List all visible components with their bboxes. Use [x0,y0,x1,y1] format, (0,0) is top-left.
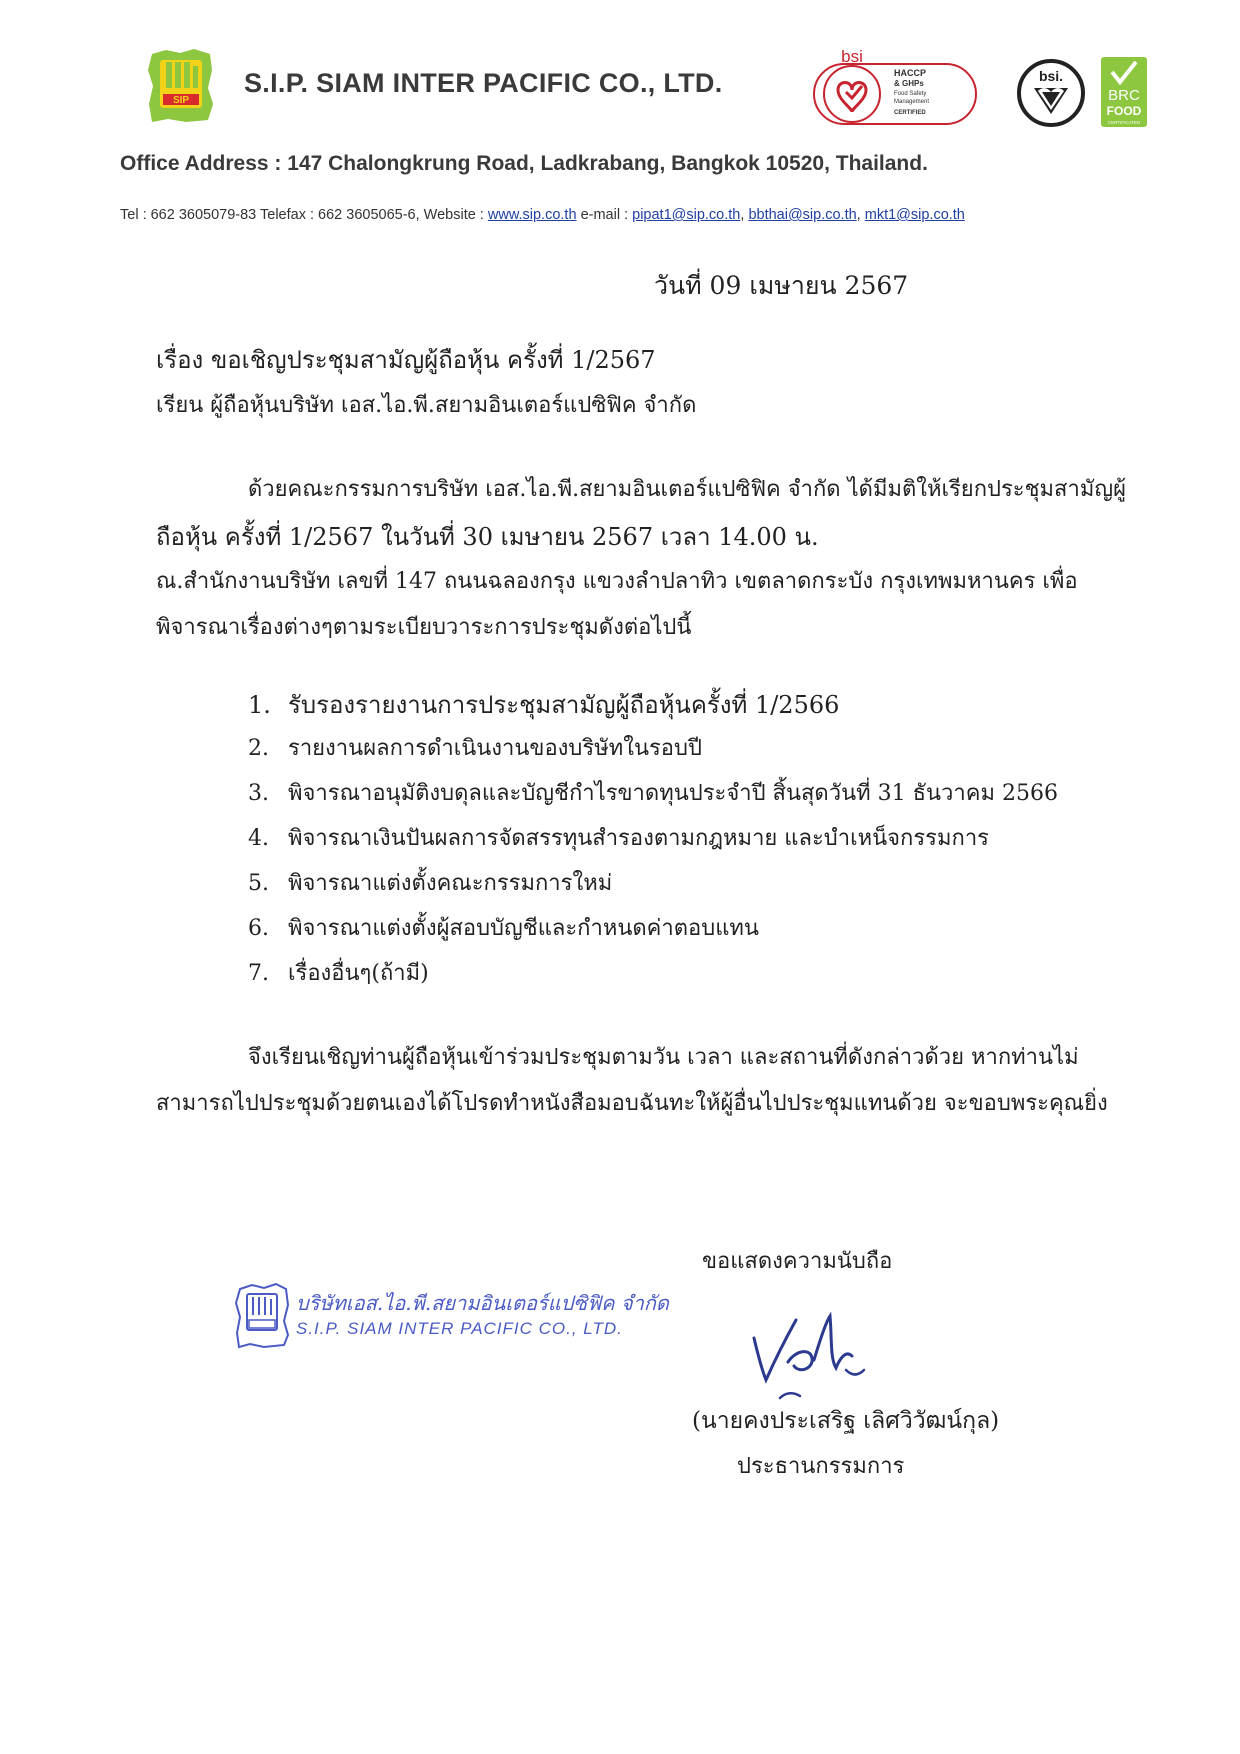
agenda-item [248,915,1058,960]
stamp-logo-icon [234,1283,290,1349]
agenda-item [248,870,1058,915]
handwritten-signature [740,1300,890,1410]
intro-line: ถือหุ้น ครั้งที่ 1/2567 ในวันที่ 30 เมษายน 2567 เวลา 14.00 น. [156,523,819,551]
haccp-line-5: CERTIFIED [894,110,926,116]
office-address: Office Address : 147 Chalongkrung Road, Ladkrabang, Bangkok 10520, Thailand. [120,152,928,175]
agenda-item [248,780,1058,825]
signer-title: ประธานกรรมการ [737,1454,905,1479]
agenda-list [248,690,1058,1005]
contact-phone-fax: Tel : 662 3605079-83 Telefax : 662 3605065-6, Website : [120,207,484,223]
agenda-item [248,735,1058,780]
stamp-thai-name: บริษัทเอส.ไอ.พี.สยามอินเตอร์แปซิฟิค จำกัด [296,1291,669,1315]
agenda-text: รับรองรายงานการประชุมสามัญผู้ถือหุ้นครั้งที่ 1/2566 [288,691,840,719]
agenda-text: พิจารณาแต่งตั้งผู้สอบบัญชีและกำหนดค่าตอบแทน [288,916,759,941]
invitation-paragraph [156,1044,1108,1136]
stamp-english-name: S.I.P. SIAM INTER PACIFIC CO., LTD. [296,1319,623,1338]
haccp-line-3: Food Safety [894,91,927,97]
agenda-text: พิจารณาเงินปันผลการจัดสรรทุนสำรองตามกฎหมาย และบำเหน็จกรรมการ [288,826,989,851]
intro-line: พิจารณาเรื่องต่างๆตามระเบียบวาระการประชุมดังต่อไปนี้ [156,615,692,640]
brc-line-2: FOOD [1106,104,1142,118]
email-label: e-mail : [580,207,629,223]
agenda-text: รายงานผลการดำเนินงานของบริษัทในรอบปี [288,736,702,761]
brc-line-3: CERTIFICATED [1107,120,1141,125]
sip-logo [146,48,216,124]
bsi-haccp-certification-mark [812,50,978,128]
agenda-number: 5. [248,871,269,896]
agenda-item [248,960,1058,1005]
agenda-number: 4. [248,826,269,851]
bsi-brand-text: bsi. [1038,68,1064,84]
closing-salutation: ขอแสดงความนับถือ [702,1249,893,1274]
agenda-text: เรื่องอื่นๆ(ถ้ามี) [288,961,429,986]
agenda-number: 6. [248,916,269,941]
invitation-line: สามารถไปประชุมด้วยตนเองได้โปรดทำหนังสือมอบฉันทะให้ผู้อื่นไปประชุมแทนด้วย จะขอบพระคุณยิ่ง [156,1091,1108,1116]
signer-name: (นายคงประเสริฐ เลิศวิวัฒน์กุล) [692,1408,1000,1434]
brc-line-1: BRC [1108,87,1140,104]
haccp-line-1: HACCP [894,68,927,78]
agenda-number: 3. [248,781,269,806]
agenda-item [248,690,1058,735]
agenda-item [248,825,1058,870]
agenda-text: พิจารณาอนุมัติงบดุลและบัญชีกำไรขาดทุนประจำปี สิ้นสุดวันที่ 31 ธันวาคม 2566 [288,781,1058,806]
brc-food-certificated-logo [1100,56,1148,128]
haccp-bsi-text: bsi [841,50,863,66]
email-link-mkt[interactable]: mkt1@sip.co.th [864,207,965,223]
email-link-bbthai[interactable]: bbthai@sip.co.th [748,207,857,223]
letter-subject: เรื่อง ขอเชิญประชุมสามัญผู้ถือหุ้น ครั้งที่ 1/2567 [156,346,656,374]
email-separator: , [740,207,745,223]
contact-line [120,207,965,223]
website-link[interactable]: www.sip.co.th [487,207,577,223]
invitation-line: จึงเรียนเชิญท่านผู้ถือหุ้นเข้าร่วมประชุมตามวัน เวลา และสถานที่ดังกล่าวด้วย หากท่านไม่ [248,1045,1079,1070]
company-name: S.I.P. SIAM INTER PACIFIC CO., LTD. [244,68,723,98]
bsi-kitemark-logo [1016,58,1086,128]
email-link-pipat[interactable]: pipat1@sip.co.th [632,207,741,223]
intro-line: ด้วยคณะกรรมการบริษัท เอส.ไอ.พี.สยามอินเตอร์แปซิฟิค จำกัด ได้มีมติให้เรียกประชุมสามัญผู้ [248,477,1126,502]
letter-date: วันที่ 09 เมษายน 2567 [654,271,909,300]
agenda-text: พิจารณาแต่งตั้งคณะกรรมการใหม่ [288,871,613,896]
company-stamp [234,1283,669,1353]
intro-line: ณ.สำนักงานบริษัท เลขที่ 147 ถนนฉลองกรุง แขวงลำปลาทิว เขตลาดกระบัง กรุงเทพมหานคร เพื่อ [156,569,1078,594]
letter-recipient: เรียน ผู้ถือหุ้นบริษัท เอส.ไอ.พี.สยามอินเตอร์แปซิฟิค จำกัด [156,393,697,418]
agenda-number: 1. [248,691,271,719]
intro-paragraph [156,476,1126,660]
haccp-line-4: Management [894,99,930,105]
haccp-line-2: & GHPs [894,79,924,88]
email-separator: , [856,207,861,223]
agenda-number: 7. [248,961,269,986]
agenda-number: 2. [248,736,269,761]
sip-logo-text: SIP [172,95,190,106]
